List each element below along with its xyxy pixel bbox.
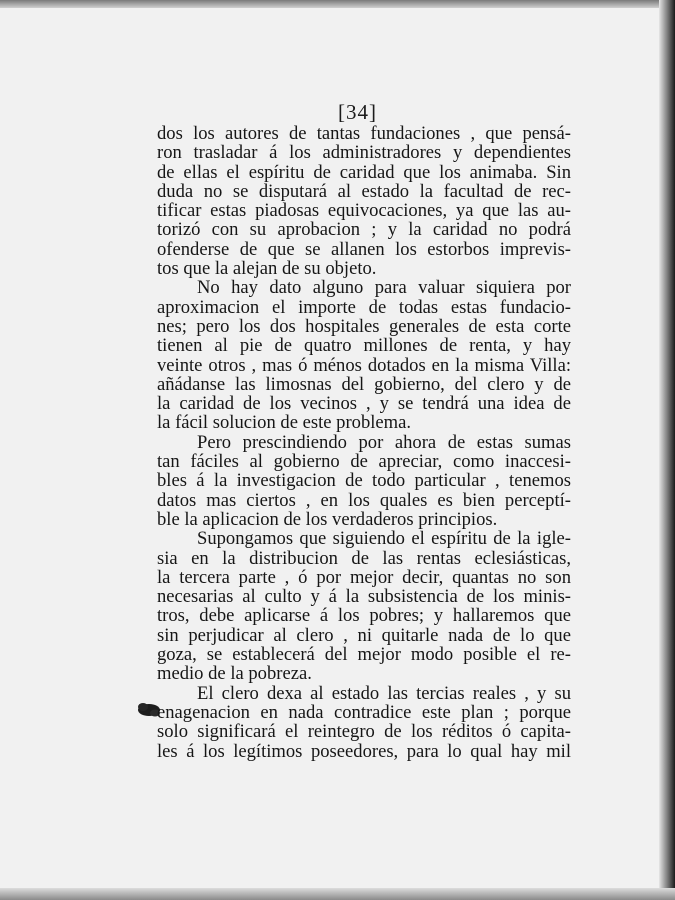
text-line: la fácil solucion de este problema. [157, 412, 412, 434]
text-line: tan fáciles al gobierno de apreciar, como inaccesi- [157, 451, 571, 473]
text-line: la caridad de los vecinos , y se tendrá una idea de [157, 393, 571, 415]
text-line: nes; pero los dos hospitales generales de esta corte [157, 315, 571, 337]
text-line: datos mas ciertos , en los quales es bien perceptí- [157, 489, 571, 511]
text-line: tros, debe aplicarse á los pobres; y hallaremos que [157, 605, 571, 627]
text-line: Pero prescindiendo por ahora de estas sumas [197, 431, 571, 453]
body-text [157, 124, 571, 761]
text-line: ron trasladar á los administradores y dependientes [157, 142, 571, 164]
text-line: tienen al pie de quatro millones de renta, y hay [157, 335, 571, 357]
text-line: torizó con su aprobacion ; y la caridad no podrá [157, 219, 571, 241]
text-line: dos los autores de tantas fundaciones , que pensá- [157, 123, 571, 144]
text-line: aproximacion el importe de todas estas fundacio- [157, 296, 571, 318]
text-line: sin perjudicar al clero , ni quitarle nada de lo que [157, 624, 571, 646]
text-line: les á los legítimos poseedores, para lo qual hay mil [157, 740, 571, 762]
text-line: bles á la investigacion de todo particular , tenemos [157, 470, 571, 492]
text-line: sia en la distribucion de las rentas eclesiásticas, [157, 547, 571, 569]
scan-bottom-edge [0, 888, 675, 900]
page-number: [34] [338, 100, 377, 124]
text-line: ble la aplicacion de los verdaderos principios. [157, 508, 498, 530]
text-line: duda no se disputará al estado la facultad de rec- [157, 180, 571, 202]
text-line: añádanse las limosnas del gobierno, del clero y de [157, 373, 571, 395]
text-line: enagenacion en nada contradice este plan ; porque [157, 701, 571, 723]
scan-top-edge [0, 0, 675, 8]
text-line: necesarias al culto y á la subsistencia de los minis- [157, 586, 571, 608]
scan-right-edge [659, 0, 675, 900]
text-line: ofenderse de que se allanen los estorbos imprevis- [157, 238, 571, 260]
text-line: tos que la alejan de su objeto. [157, 258, 377, 280]
text-line: goza, se establecerá del mejor modo posible el re- [157, 644, 571, 666]
text-line: solo significará el reintegro de los réditos ó capita- [157, 721, 571, 743]
text-line: de ellas el espíritu de caridad que los animaba. Sin [157, 161, 571, 183]
text-line: No hay dato alguno para valuar siquiera por [197, 277, 571, 299]
text-line: la tercera parte , ó por mejor decir, quantas no son [157, 566, 571, 588]
text-line: medio de la pobreza. [157, 663, 312, 685]
text-line: Supongamos que siguiendo el espíritu de la igle- [197, 528, 571, 550]
text-line: veinte otros , mas ó ménos dotados en la misma Villa: [157, 354, 571, 376]
text-line: El clero dexa al estado las tercias reales , y su [197, 682, 571, 704]
text-line: tificar estas piadosas equivocaciones, ya que las au- [157, 200, 571, 222]
